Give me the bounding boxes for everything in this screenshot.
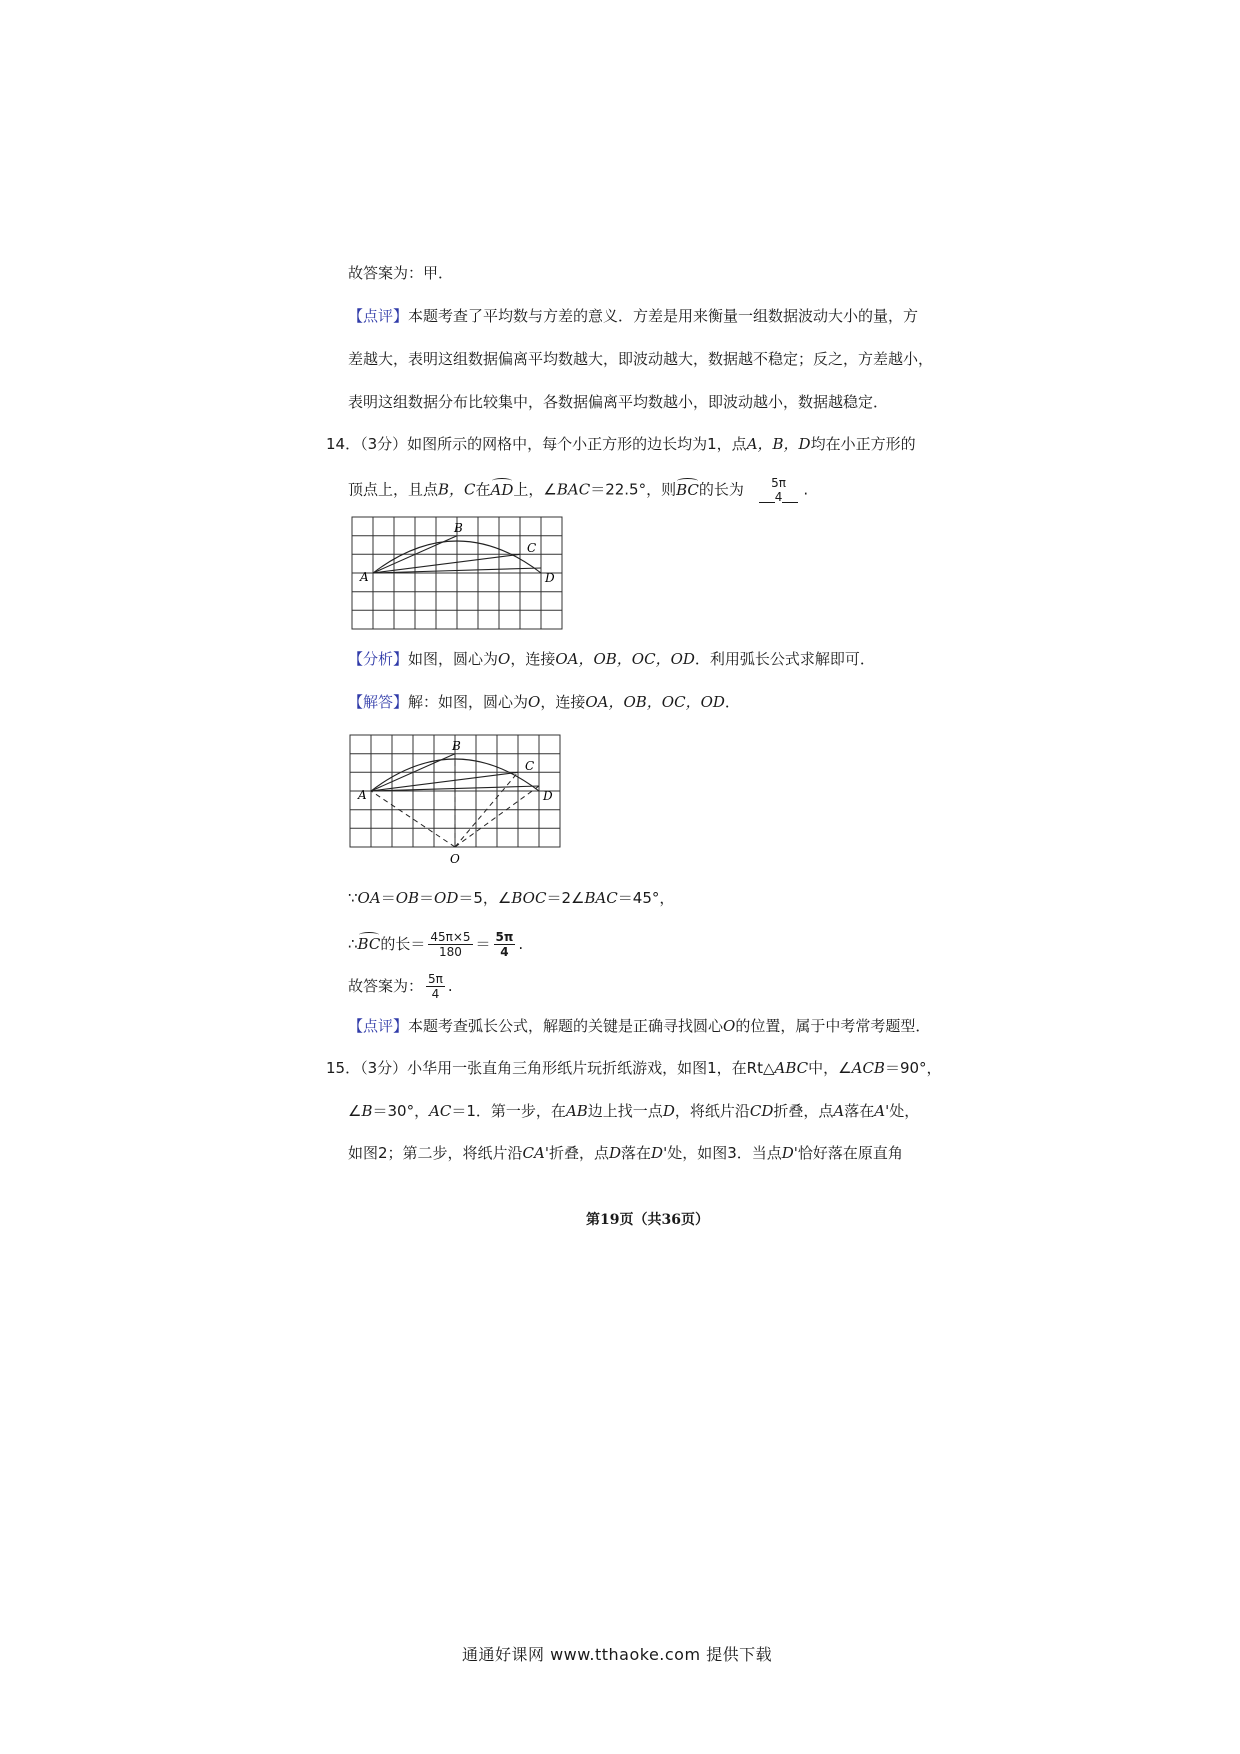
question-15-line: 如图2；第二步，将纸片沿CA'折叠，点D落在D'处，如图3．当点D'恰好落在原直角	[348, 1144, 903, 1162]
fraction: $\frac{45\pi\times 5}{180}$	[430, 930, 471, 959]
source-footer: 通通好课网 www.tthaoke.com 提供下载	[462, 1645, 773, 1664]
question-14-line: 14．（3分）如图所示的网格中，每个小正方形的边长均为1，点A，B，D均在小正方形的	[326, 435, 916, 453]
label-d: D	[545, 571, 555, 585]
comment-line: 【点评】本题考查弧长公式，解题的关键是正确寻找圆心O的位置，属于中考常考题型．	[348, 1017, 931, 1035]
label-o: O	[450, 852, 460, 866]
answer-fraction: 5π 4	[757, 476, 801, 504]
question-number: 15．	[326, 1059, 361, 1077]
equation-line: ∴BC的长＝ $\frac{45\pi\times 5}{180}$ ＝ $\frac{5\pi}{4}$ .	[348, 930, 524, 959]
comment-line: 表明这组数据分布比较集中，各数据偏离平均数越小，即波动越小，数据越稳定．	[348, 393, 889, 411]
arc-bc: BC	[357, 935, 381, 953]
fraction: $\frac{5\pi}{4}$	[495, 930, 514, 959]
analysis-line: 【分析】如图，圆心为O，连接OA，OB，OC，OD．利用弧长公式求解即可．	[348, 650, 875, 668]
analysis-tag: 【分析】	[348, 650, 409, 668]
label-d: D	[543, 789, 553, 803]
comment-line: 差越大，表明这组数据偏离平均数越大，即波动越大，数据越不稳定；反之，方差越小，	[348, 350, 934, 368]
label-c: C	[525, 759, 535, 773]
question-15-line: ∠B＝30°，AC＝1．第一步，在AB边上找一点D，将纸片沿CD折叠，点A落在A'处，	[348, 1102, 920, 1120]
solution-line: 【解答】解：如图，圆心为O，连接OA，OB，OC，OD．	[348, 693, 740, 711]
label-c: C	[527, 541, 537, 555]
comment-line: 【点评】本题考查了平均数与方差的意义．方差是用来衡量一组数据波动大小的量，方	[348, 307, 919, 325]
label-a: A	[360, 570, 369, 584]
question-14-line: 顶点上，且点B，C在AD上，∠BAC＝22.5°，则BC的长为 5π 4 .	[348, 476, 809, 504]
arc-ad: AD	[490, 480, 514, 499]
answer-line: 故答案为：甲．	[348, 264, 454, 282]
label-b: B	[454, 521, 463, 535]
answer-line: 故答案为： $\frac{5\pi}{4}$ .	[348, 972, 453, 1001]
arc-bc: BC	[676, 480, 699, 499]
grid-figure-2	[348, 733, 563, 868]
label-b: B	[452, 739, 461, 753]
fraction: $\frac{5\pi}{4}$	[428, 972, 443, 1001]
question-number: 14．	[326, 435, 361, 453]
solution-tag: 【解答】	[348, 693, 409, 711]
page-number: 第19页（共36页）	[586, 1212, 709, 1228]
label-a: A	[358, 788, 367, 802]
grid-figure-1	[350, 515, 565, 635]
comment-tag: 【点评】	[348, 307, 409, 325]
question-15-line: 15．（3分）小华用一张直角三角形纸片玩折纸游戏，如图1，在Rt△ABC中，∠ACB＝90°，	[326, 1059, 942, 1077]
comment-tag: 【点评】	[348, 1017, 409, 1035]
equation-line: ∵OA＝OB＝OD＝5，∠BOC＝2∠BAC＝45°，	[348, 889, 675, 907]
